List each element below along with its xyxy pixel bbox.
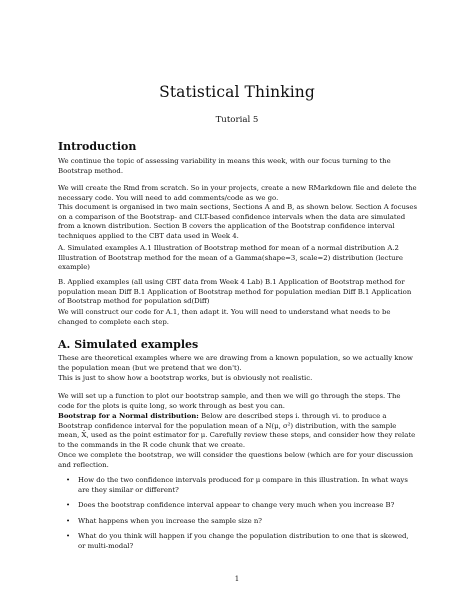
- intro-paragraph-6: We will construct our code for A.1, then adapt it. You will need to understand what needs to be changed to complete each step.: [58, 308, 391, 326]
- section-a-paragraph-1: These are theoretical examples where we are drawing from a known population, so we actually know the population mean (but we pretend that we don't).: [58, 354, 413, 372]
- intro-paragraph-2: We will create the Rmd from scratch. So in your projects, create a new RMarkdown file and delete the necessary code. You will need to add comments/code as we go.: [58, 184, 417, 202]
- intro-paragraph-5: B. Applied examples (all using CBT data from Week 4 Lab) B.1 Application of Bootstrap method for population mean Diff B.1 Application of Bootstrap method for population median Diff B.1 Application of Bootstrap method for population sd(Diff): [58, 278, 412, 305]
- document-title: Statistical Thinking: [159, 83, 315, 101]
- discussion-questions-list: [58, 476, 418, 557]
- list-item: [58, 501, 418, 511]
- bullet-icon: •: [66, 476, 71, 484]
- bullet-icon: •: [66, 532, 71, 540]
- heading-section-a: A. Simulated examples: [58, 338, 199, 351]
- heading-introduction: Introduction: [58, 140, 137, 153]
- bullet-icon: •: [66, 516, 71, 525]
- section-a-paragraph-3: We will set up a function to plot our bootstrap sample, and then we will go through the steps. The code for the plots is quite long, so work through as best you can.: [58, 392, 401, 410]
- bootstrap-normal-label: Bootstrap for a Normal distribution:: [58, 412, 199, 420]
- list-item-text: What do you think will happen if you change the population distribution to one that is skewed, or multi-modal?: [78, 532, 409, 550]
- page-number: 1: [234, 575, 240, 583]
- list-item: [58, 517, 418, 527]
- list-item-text: What happens when you increase the sample size n?: [78, 516, 263, 525]
- list-item-text: Does the bootstrap confidence interval appear to change very much when you increase B?: [78, 501, 395, 509]
- section-a-paragraph-2: This is just to show how a bootstrap works, but is obviously not realistic.: [58, 374, 313, 382]
- bullet-icon: •: [66, 501, 71, 509]
- document-subtitle: Tutorial 5: [215, 115, 259, 125]
- bootstrap-normal-text: Below are described steps i. through vi. to produce a Bootstrap confidence interval for the population mean of a N(μ, σ²) distribution, with the sample mean, X̄, used as the point estimator for μ. Carefully review these steps, and consider how they relate to the commands in the R code chunk that we create.: [58, 412, 416, 449]
- intro-paragraph-3: This document is organised in two main sections, Sections A and B, as shown below. Section A focuses on a comparison of the Bootstrap- and CLT-based confidence intervals when the data are simulated from a known distribution. Section B covers the application of the Bootstrap confidence interval techniques applied to the CBT data used in Week 4.: [58, 203, 418, 240]
- section-a-paragraph-4: [58, 412, 418, 450]
- list-item: [58, 476, 418, 495]
- section-a-paragraph-5: Once we complete the bootstrap, we will consider the questions below (which are for your discussion and reflection.: [58, 451, 414, 469]
- list-item-text: How do the two confidence intervals produced for μ compare in this illustration. In what ways are they similar or different?: [78, 476, 408, 494]
- intro-paragraph-4: A. Simulated examples A.1 Illustration of Bootstrap method for mean of a normal distribution A.2 Illustration of Bootstrap method for the mean of a Gamma(shape=3, scale=2) distribution (lecture example): [58, 244, 403, 271]
- list-item: [58, 532, 418, 551]
- intro-paragraph-1: We continue the topic of assessing variability in means this week, with our focus turning to the Bootstrap method.: [58, 157, 391, 175]
